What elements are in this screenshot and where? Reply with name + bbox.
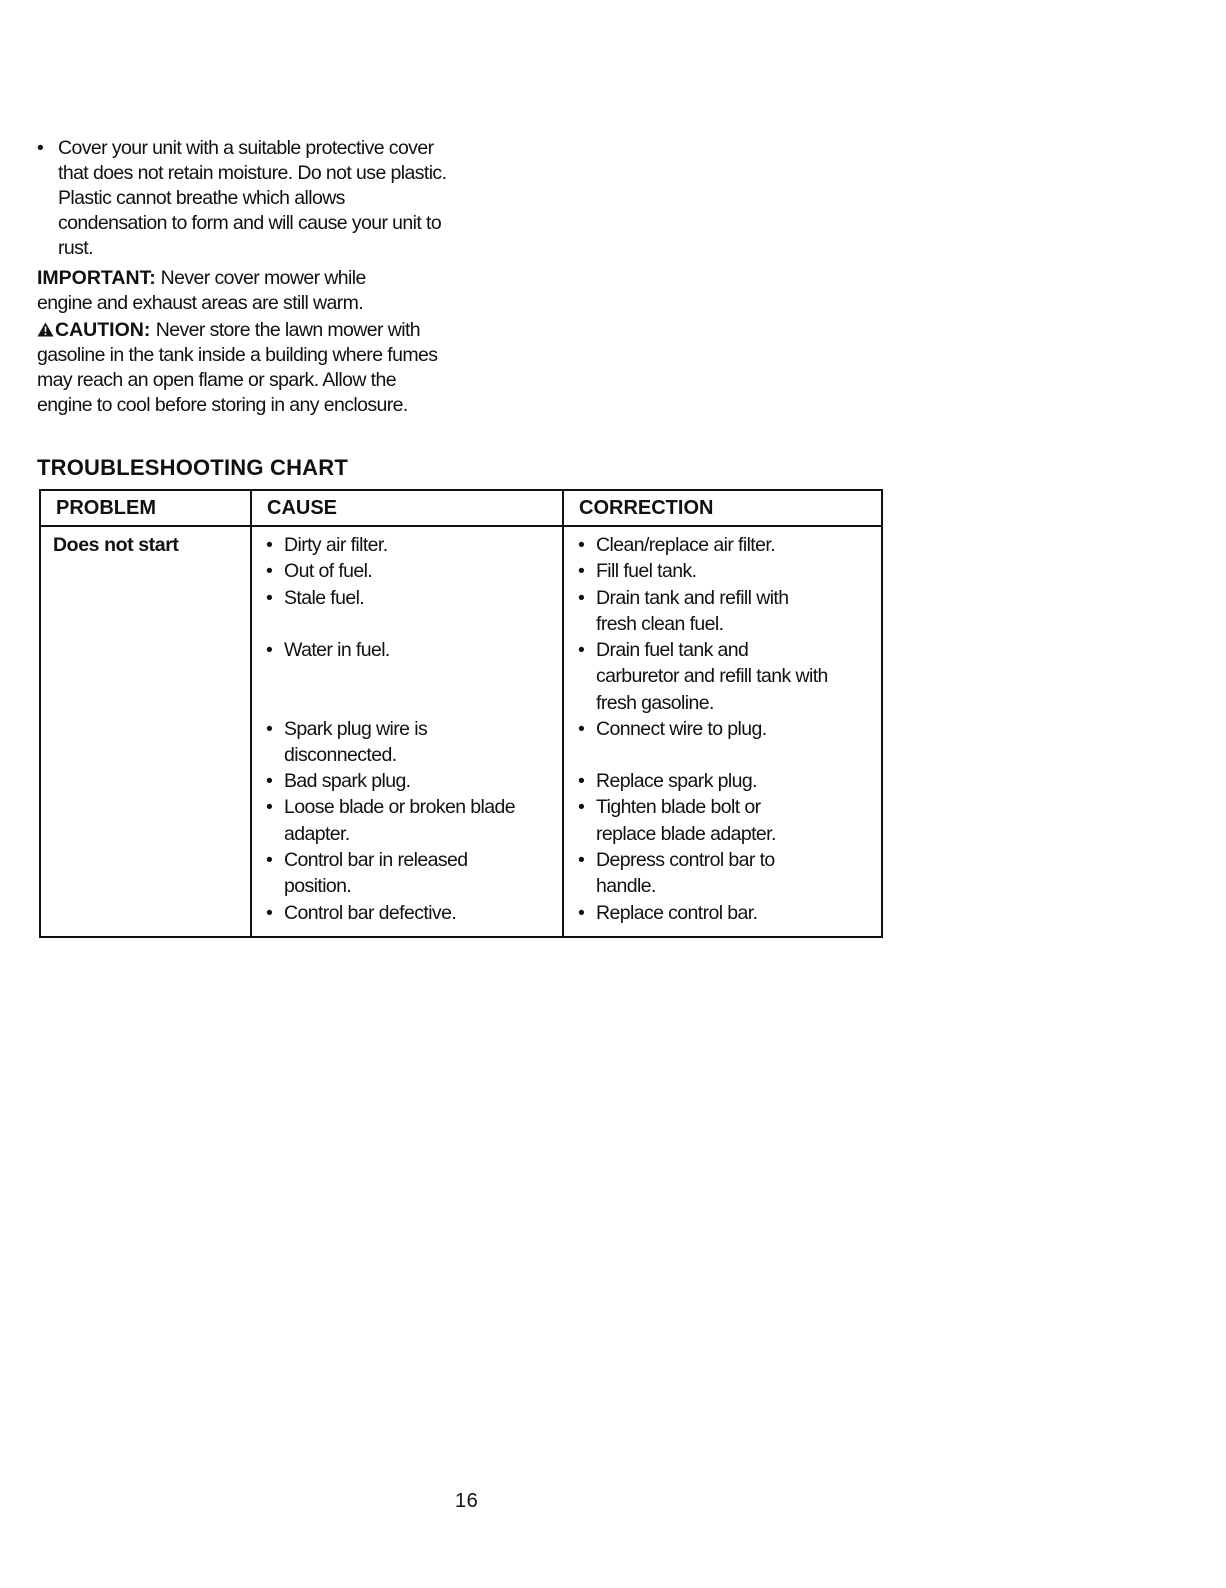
- cause-text: Bad spark plug.: [284, 770, 411, 793]
- bullet-icon: •: [266, 849, 273, 872]
- bullet-icon: •: [578, 796, 585, 819]
- bullet-icon: •: [266, 560, 273, 583]
- correction-text: Clean/replace air filter.: [596, 534, 776, 556]
- table-row: [40, 526, 882, 937]
- bullet-icon: •: [578, 848, 585, 871]
- correction-text: Fill fuel tank.: [596, 560, 697, 583]
- bullet-icon: •: [578, 586, 585, 609]
- bullet-icon: •: [578, 560, 585, 583]
- cause-item: [264, 637, 539, 716]
- bullet-icon: •: [266, 586, 273, 609]
- correction-item: [576, 532, 856, 558]
- correction-text: Drain tank and refill with fresh clean fuel.: [596, 586, 789, 635]
- correction-text: Replace control bar.: [596, 901, 758, 924]
- cover-unit-text: Cover your unit with a suitable protective cover that does not retain moisture. Do not use plastic. Plastic cannot breathe which allows condensation to form and will cause your unit to rust.: [58, 137, 447, 259]
- correction-column-header: CORRECTION: [563, 490, 882, 526]
- important-label: IMPORTANT:: [37, 267, 156, 289]
- bullet-icon: •: [578, 718, 585, 741]
- correction-text: Replace spark plug.: [596, 770, 757, 793]
- cause-text: Loose blade or broken blade adapter.: [284, 796, 515, 845]
- cause-item: [264, 794, 546, 847]
- cause-item: [264, 847, 499, 900]
- bullet-icon: •: [37, 137, 44, 159]
- cause-text: Water in fuel.: [284, 638, 390, 661]
- bullet-icon: •: [266, 717, 273, 740]
- caution-label: CAUTION:: [55, 319, 151, 341]
- cause-item: [264, 558, 539, 584]
- caution-note: [37, 318, 442, 418]
- important-text: Never cover mower while engine and exhaust areas are still warm.: [37, 267, 366, 314]
- bullet-icon: •: [578, 639, 585, 662]
- cause-text: Control bar defective.: [284, 901, 457, 924]
- storage-instructions: [37, 136, 457, 418]
- bullet-icon: •: [266, 534, 273, 556]
- page-number: 16: [455, 1490, 479, 1512]
- caution-text: Never store the lawn mower with gasoline in the tank inside a building where fumes may reach an open flame or spark. Allow the engine to cool before storing in any enclosure.: [37, 319, 438, 416]
- cause-text: Stale fuel.: [284, 586, 365, 609]
- cause-text: Out of fuel.: [284, 560, 373, 583]
- correction-item: [576, 900, 856, 926]
- warning-triangle-icon: [37, 322, 54, 337]
- caution-heading: [37, 319, 156, 341]
- correction-text: Connect wire to plug.: [596, 718, 767, 741]
- correction-text: Depress control bar to handle.: [596, 848, 775, 898]
- correction-cell: [563, 526, 882, 937]
- problem-column-header: PROBLEM: [40, 490, 251, 526]
- cause-text: Spark plug wire is disconnected.: [284, 717, 428, 766]
- bullet-icon: •: [578, 770, 585, 793]
- bullet-icon: •: [266, 770, 273, 793]
- troubleshooting-table: [39, 489, 883, 938]
- cause-item: [264, 532, 539, 558]
- cause-column-header: CAUSE: [251, 490, 563, 526]
- correction-text: Drain fuel tank and carburetor and refill tank with fresh gasoline.: [596, 639, 828, 714]
- cause-cell: [251, 526, 563, 937]
- correction-item: [576, 768, 856, 794]
- bullet-icon: •: [266, 796, 273, 819]
- correction-item: [576, 637, 828, 716]
- important-note: [37, 266, 422, 316]
- bullet-icon: •: [578, 901, 585, 924]
- correction-text: Tighten blade bolt or replace blade adapter.: [596, 796, 776, 845]
- correction-item: [576, 558, 856, 584]
- correction-item: [576, 794, 806, 847]
- problem-text: Does not start: [53, 534, 179, 556]
- table-header-row: [40, 490, 882, 526]
- cause-text: Dirty air filter.: [284, 534, 388, 556]
- correction-item: [576, 716, 856, 768]
- problem-cell: [40, 526, 251, 937]
- bullet-icon: •: [578, 534, 585, 556]
- cause-item: [264, 768, 539, 794]
- correction-item: [576, 585, 828, 638]
- bullet-icon: •: [266, 638, 273, 661]
- cause-item: [264, 900, 546, 926]
- cause-item: [264, 585, 539, 637]
- bullet-icon: •: [266, 901, 273, 924]
- cover-unit-bullet: [37, 136, 457, 261]
- chart-title: TROUBLESHOOTING CHART: [37, 455, 348, 480]
- cause-item: [264, 716, 464, 769]
- correction-item: [576, 847, 806, 900]
- cause-text: Control bar in released position.: [284, 849, 468, 898]
